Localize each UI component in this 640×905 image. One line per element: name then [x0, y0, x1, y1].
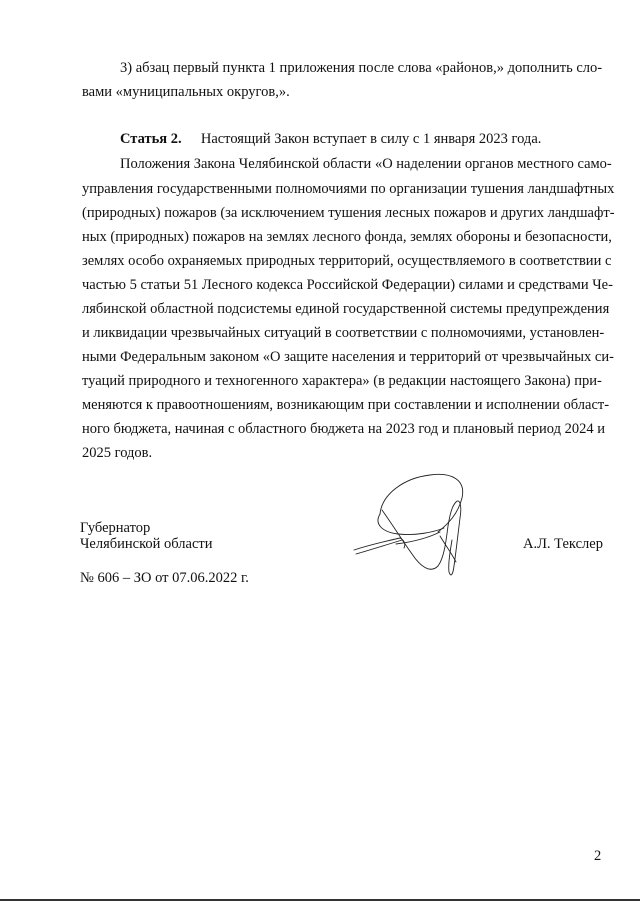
paragraph-line: частью 5 статьи 51 Лесного кодекса Российской Федерации) силами и средствами Че- — [82, 277, 613, 293]
paragraph-line: лябинской областной подсистемы единой государственной системы предупреждения — [82, 301, 610, 317]
paragraph-line: и ликвидации чрезвычайных ситуаций в соответствии с полномочиями, установлен- — [82, 325, 605, 341]
law-number-date: № 606 – ЗО от 07.06.2022 г. — [80, 570, 249, 586]
paragraph-line: 2025 годов. — [82, 445, 153, 461]
paragraph-line: туаций природного и техногенного характера» (в редакции настоящего Закона) при- — [82, 373, 602, 389]
page-number: 2 — [594, 848, 602, 864]
handwritten-signature — [352, 466, 472, 582]
paragraph-line: ного бюджета, начиная с областного бюджета на 2023 год и плановый период 2024 и — [82, 421, 605, 437]
paragraph-line: меняются к правоотношениям, возникающим при составлении и исполнении област- — [82, 397, 610, 413]
signatory-name: А.Л. Текслер — [523, 536, 603, 552]
page-bottom-edge — [0, 899, 640, 901]
article-2-text: Настоящий Закон вступает в силу с 1 января 2023 года. — [200, 131, 542, 147]
paragraph-line: землях особо охраняемых природных территорий, осуществляемого в соответствии с — [82, 253, 612, 269]
amendment-line-2: вами «муниципальных округов,». — [82, 84, 290, 100]
paragraph-line: (природных) пожаров (за исключением тушения лесных пожаров и других ландшафт- — [82, 205, 615, 221]
paragraph-line: управления государственными полномочиями по организации тушения ландшафтных — [82, 181, 615, 197]
signatory-title-line-1: Губернатор — [80, 520, 151, 536]
article-2-heading — [120, 131, 541, 147]
paragraph-line: ных (природных) пожаров на землях лесного фонда, землях обороны и безопасности, — [82, 229, 612, 245]
article-2-label: Статья 2. — [120, 131, 182, 147]
paragraph-line: ными Федеральным законом «О защите населения и территорий от чрезвычайных си- — [82, 349, 614, 365]
signatory-title-line-2: Челябинской области — [80, 536, 213, 552]
paragraph-line: Положения Закона Челябинской области «О наделении органов местного само- — [120, 156, 612, 172]
amendment-line-1: 3) абзац первый пункта 1 приложения после слова «районов,» дополнить сло- — [120, 60, 603, 76]
